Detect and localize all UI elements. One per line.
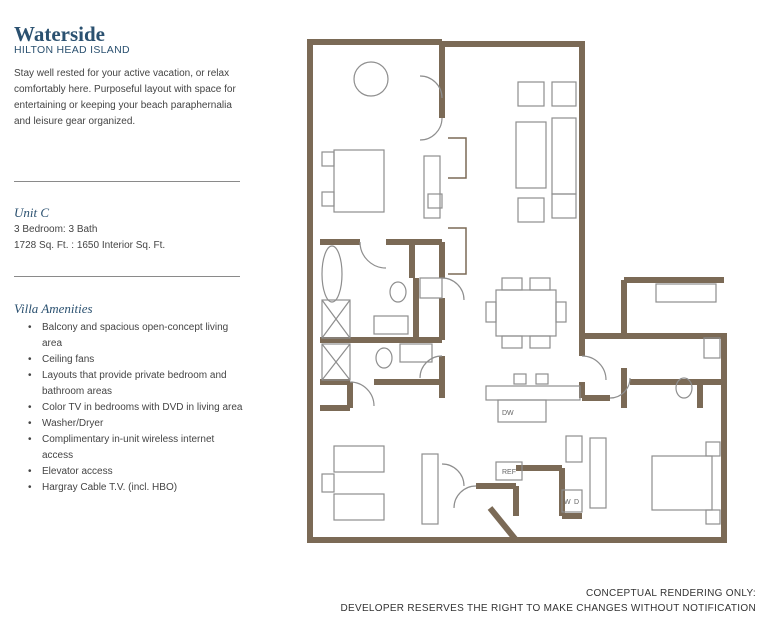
toilet xyxy=(376,348,392,368)
amenity-item: • Balcony and spacious open-concept living area xyxy=(28,320,243,352)
intro-text: Stay well rested for your active vacation, or relax comfortably here. Purposeful layout with space for entertaining or keeping your beach paraphernalia and leisure gear organized. xyxy=(14,68,236,127)
chair xyxy=(486,302,496,322)
unit-details xyxy=(14,222,165,254)
amenity-item: • Complimentary in-unit wireless internet access xyxy=(28,432,243,464)
divider xyxy=(14,276,240,277)
interior-wall xyxy=(582,280,724,408)
amenity-item: • Hargray Cable T.V. (incl. HBO) xyxy=(28,480,243,496)
dresser xyxy=(590,438,606,508)
nightstand xyxy=(322,474,334,492)
bed xyxy=(334,150,384,212)
interior-wall xyxy=(320,242,442,278)
amenities-list xyxy=(28,320,243,496)
amenity-item: • Ceiling fans xyxy=(28,352,243,368)
nightstand xyxy=(322,192,334,206)
unit-sqft: 1728 Sq. Ft. : 1650 Interior Sq. Ft. xyxy=(14,240,166,251)
dining-table xyxy=(496,290,556,336)
kitchen-counter xyxy=(486,386,580,400)
chair xyxy=(502,278,522,290)
floor-plan xyxy=(300,38,730,548)
amenities-title: Villa Amenities xyxy=(14,301,93,316)
nightstand xyxy=(706,442,720,456)
bed xyxy=(652,456,712,510)
dresser xyxy=(424,156,440,218)
sink xyxy=(400,344,432,362)
ref-label: REF xyxy=(502,469,516,476)
nightstand xyxy=(706,510,720,524)
bed xyxy=(334,494,384,520)
stool xyxy=(536,374,548,384)
chair xyxy=(530,336,550,348)
door-swing xyxy=(442,278,464,300)
stool xyxy=(514,374,526,384)
dining-table-round xyxy=(354,62,388,96)
chair xyxy=(530,278,550,290)
interior-wall xyxy=(516,468,582,516)
side-table xyxy=(552,82,576,106)
armchair xyxy=(518,82,544,106)
chair xyxy=(502,336,522,348)
dryer-label: D xyxy=(574,499,580,506)
interior-wall xyxy=(320,356,442,408)
sofa xyxy=(552,118,576,194)
disclaimer-line-1: CONCEPTUAL RENDERING ONLY: xyxy=(585,588,756,599)
sink xyxy=(374,316,408,334)
closet xyxy=(420,278,442,298)
amenity-item: • Washer/Dryer xyxy=(28,416,243,432)
amenity-item: • Color TV in bedrooms with DVD in living area xyxy=(28,400,243,416)
door-swing xyxy=(442,464,464,486)
side-table xyxy=(552,194,576,218)
amenity-item: • Layouts that provide private bedroom and bathroom areas xyxy=(28,368,243,400)
door-swing xyxy=(420,356,442,378)
dresser xyxy=(422,454,438,524)
unit-bed-bath: 3 Bedroom: 3 Bath xyxy=(14,224,98,235)
door-swing xyxy=(582,356,606,380)
bathtub xyxy=(656,284,716,302)
brand-title: Waterside xyxy=(14,22,105,46)
door-swing xyxy=(420,76,442,98)
dishwasher-label: DW xyxy=(502,410,514,417)
door-swing xyxy=(350,382,374,406)
armchair xyxy=(518,198,544,222)
disclaimer-line-2: DEVELOPER RESERVES THE RIGHT TO MAKE CHANGES WITHOUT NOTIFICATION xyxy=(340,603,756,614)
interior-wall xyxy=(476,486,516,540)
unit-title: Unit C xyxy=(14,205,50,220)
disclaimer xyxy=(341,586,757,616)
divider xyxy=(14,181,240,182)
interior-wall xyxy=(320,278,442,340)
brand-subtitle: HILTON HEAD ISLAND xyxy=(14,44,130,56)
sofa xyxy=(516,122,546,188)
bathtub xyxy=(322,246,342,302)
toilet xyxy=(390,282,406,302)
sink xyxy=(704,338,720,358)
door-swing xyxy=(454,486,476,508)
bed xyxy=(334,446,384,472)
chair xyxy=(556,302,566,322)
door-swing xyxy=(360,242,386,268)
amenity-item: • Elevator access xyxy=(28,464,243,480)
stove xyxy=(566,436,582,462)
nightstand xyxy=(322,152,334,166)
door-swing xyxy=(420,118,442,140)
washer-label: W xyxy=(564,499,571,506)
